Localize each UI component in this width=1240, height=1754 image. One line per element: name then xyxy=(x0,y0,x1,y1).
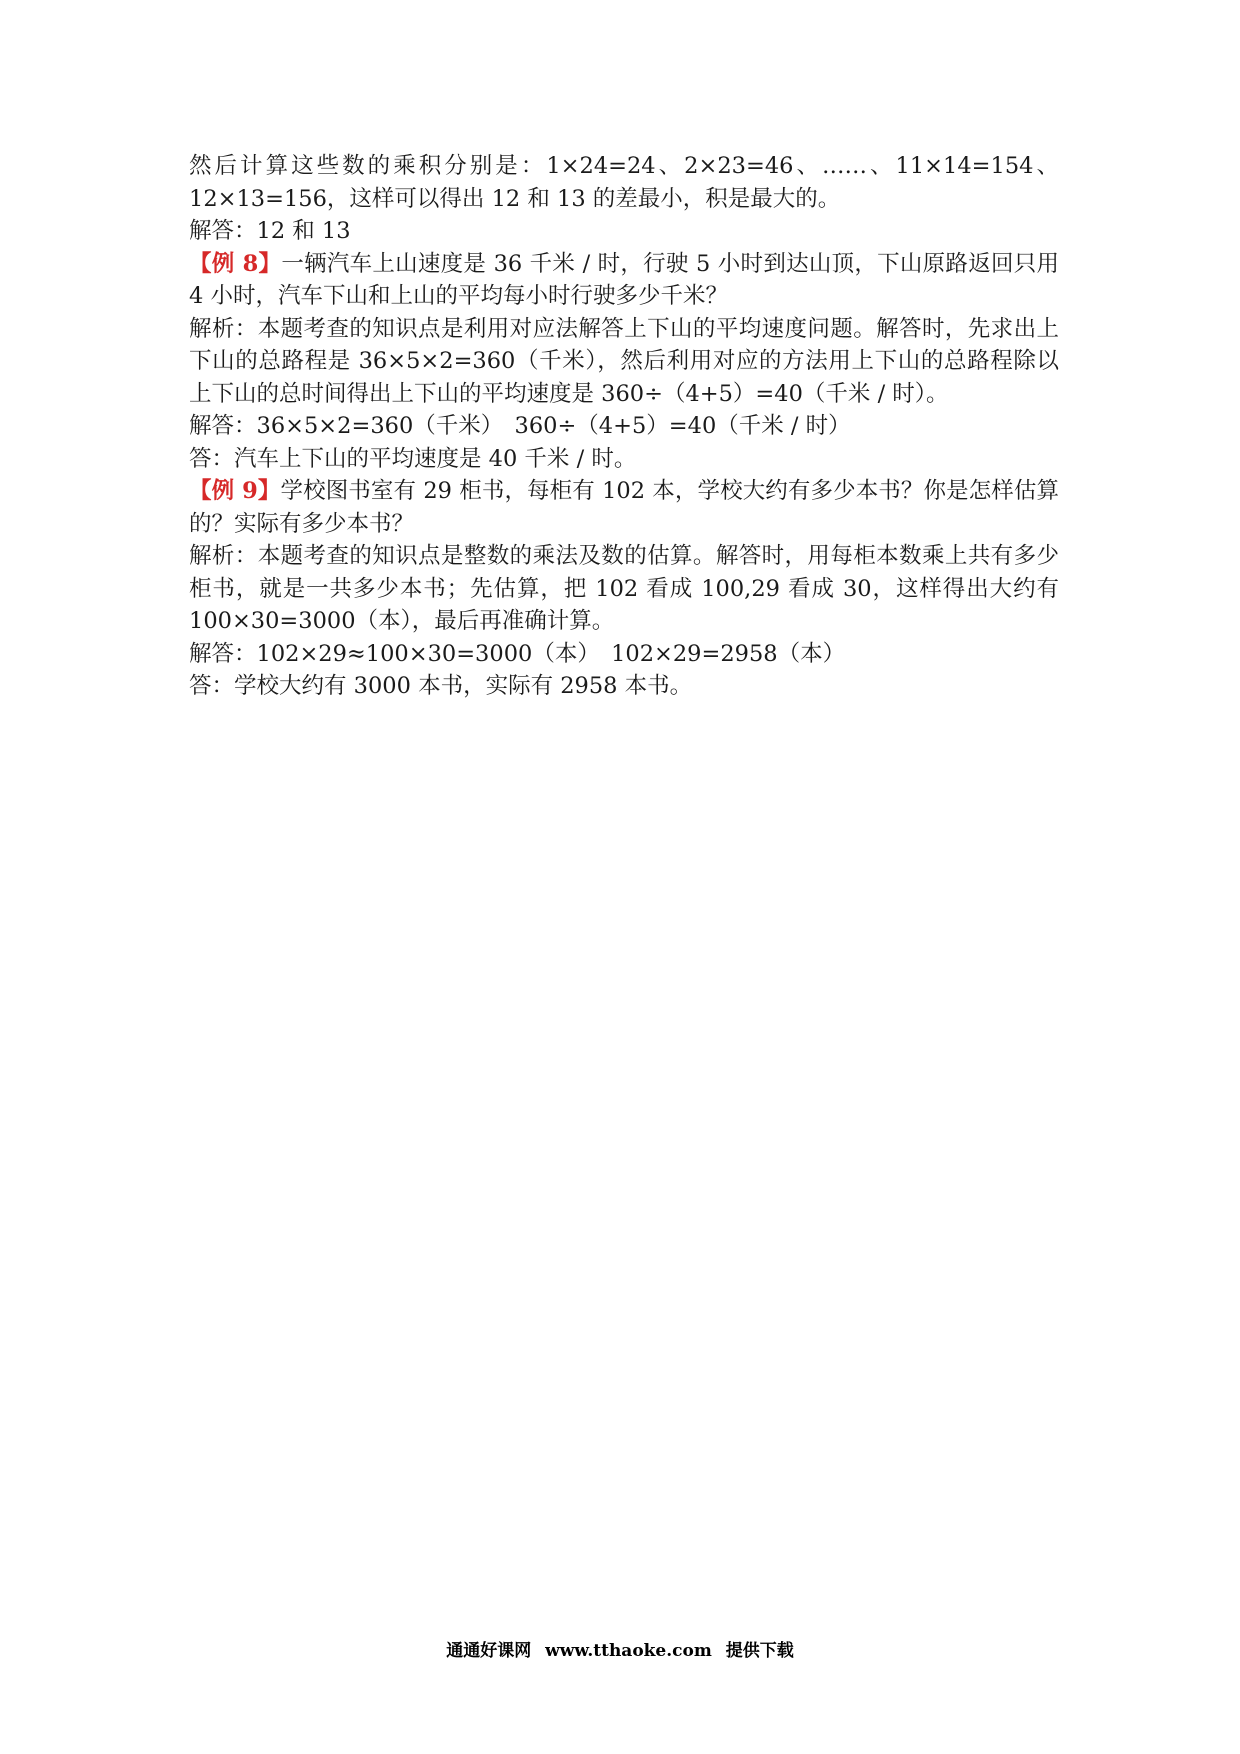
footer-site-name: 通通好课网 xyxy=(446,1641,532,1661)
footer-suffix: 提供下载 xyxy=(725,1641,794,1661)
example-9-analysis xyxy=(189,540,1059,638)
example-9-tag: 【例 9】 xyxy=(189,478,281,504)
example-8-answer xyxy=(189,443,1059,476)
paragraph-text: 然后计算这些数的乘积分别是：1×24=24、2×23=46、……、11×14=154、12×13=156，这样可以得出 12 和 13 的差最小，积是最大的。 xyxy=(189,153,1059,212)
example-8-question xyxy=(189,248,1059,313)
example-9-answer xyxy=(189,670,1059,703)
analysis-text: 解析：本题考查的知识点是利用对应法解答上下山的平均速度问题。解答时，先求出上下山的总路程是 36×5×2=360（千米），然后利用对应的方法用上下山的总路程除以上下山的总时间得出上下山的平均速度是 360÷（4+5）=40（千米 / 时）。 xyxy=(189,315,1059,407)
solution-text: 解答：36×5×2=360（千米） 360÷（4+5）=40（千米 / 时） xyxy=(189,413,851,439)
footer-url-link[interactable]: www.tthaoke.com xyxy=(545,1641,712,1661)
example-8-tag: 【例 8】 xyxy=(189,250,282,277)
solution-text: 解答：102×29≈100×30=3000（本） 102×29=2958（本） xyxy=(189,640,846,667)
example-8-text: 一辆汽车上山速度是 36 千米 / 时，行驶 5 小时到达山顶，下山原路返回只用 4 小时，汽车下山和上山的平均每小时行驶多少千米？ xyxy=(189,250,1059,309)
example-8-analysis xyxy=(189,313,1059,411)
document-body xyxy=(189,150,1059,703)
answer-text: 答：汽车上下山的平均速度是 40 千米 / 时。 xyxy=(189,445,637,472)
paragraph-products xyxy=(189,150,1059,215)
answer-text: 答：学校大约有 3000 本书，实际有 2958 本书。 xyxy=(189,673,693,699)
analysis-text: 解析：本题考查的知识点是整数的乘法及数的估算。解答时，用每柜本数乘上共有多少柜书，就是一共多少本书；先估算，把 102 看成 100,29 看成 30，这样得出大约有 100×30=3000（本），最后再准确计算。 xyxy=(189,543,1059,634)
page-footer xyxy=(0,1636,1240,1661)
example-9-text: 学校图书室有 29 柜书，每柜有 102 本，学校大约有多少本书？你是怎样估算的？实际有多少本书？ xyxy=(189,478,1059,537)
example-8-solution xyxy=(189,410,1059,443)
example-9-solution xyxy=(189,638,1059,671)
answer-text: 解答：12 和 13 xyxy=(189,218,351,244)
example-9-question xyxy=(189,475,1059,540)
answer-line xyxy=(189,215,1059,248)
